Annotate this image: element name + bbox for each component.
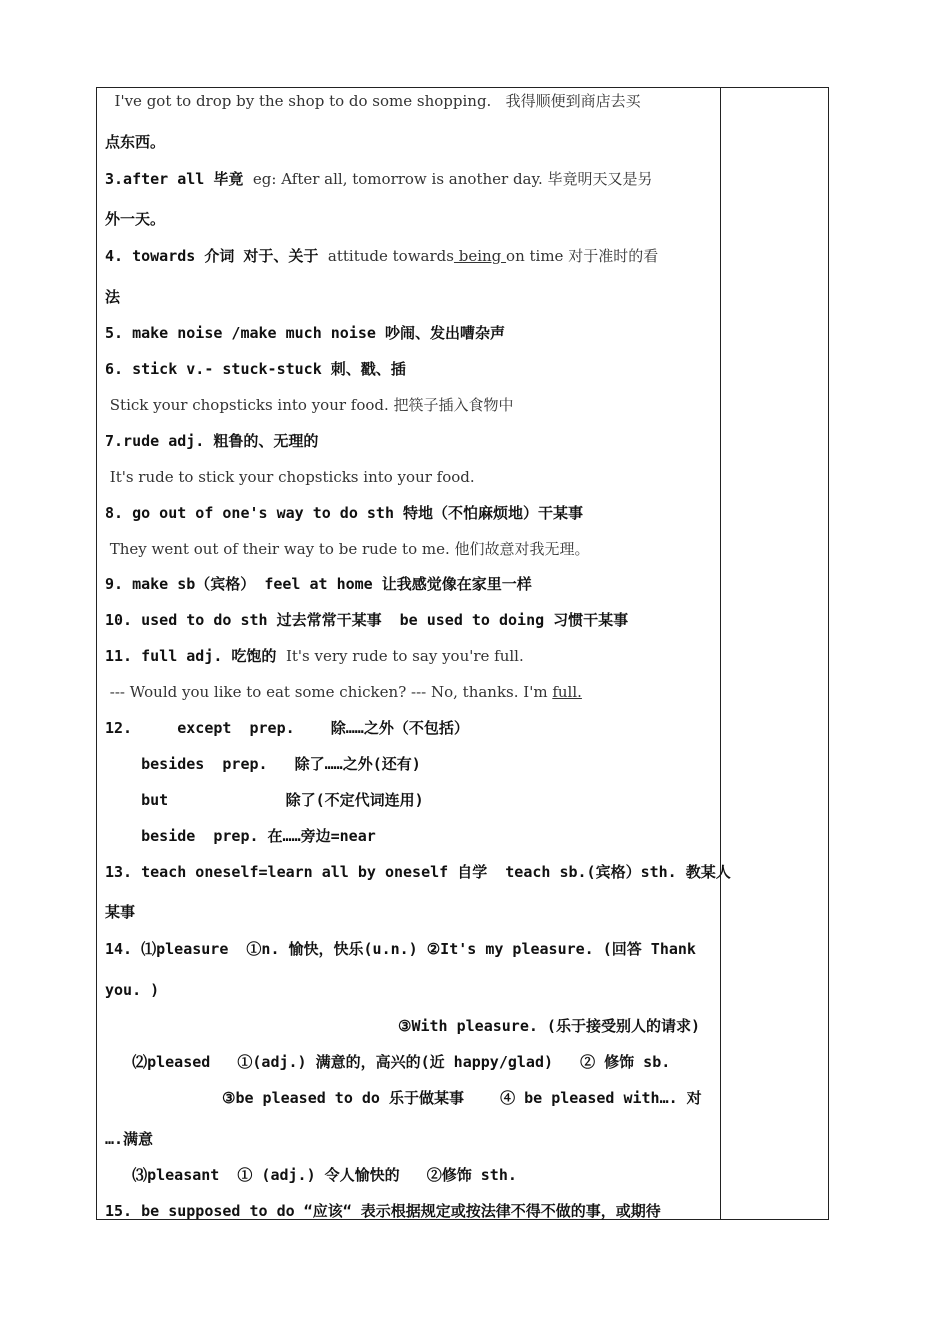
item-11-example: It's very rude to say you're full. [276,647,524,665]
item-12-except: 12. except prep. 除……之外（不包括） [105,719,469,737]
item-13: 13. teach oneself=learn all by oneself 自学 teach sb.(宾格）sth. 教某人 [105,863,731,881]
item-4-example-end: on time 对于准时的看 [506,247,659,265]
item-14-continued: you. ) [105,981,160,999]
item-12-but: but 除了(不定代词连用) [105,791,424,809]
item-8: 8. go out of one's way to do sth 特地（不怕麻烦地）干某事 [105,504,584,522]
item-14-pleasant: ⑶pleasant ① (adj.) 令人愉快的 ②修饰 sth. [105,1166,517,1184]
item-3-continued: 外一天。 [105,210,166,228]
item-14-with-pleasure: ③With pleasure. (乐于接受别人的请求) [398,1017,700,1035]
item-11-term: 11. full adj. 吃饱的 [105,647,277,665]
item-10: 10. used to do sth 过去常常干某事 be used to doing 习惯干某事 [105,611,629,629]
item-11-dialogue [105,683,582,701]
item-15: 15. be supposed to do “应该“ 表示根据规定或按法律不得不做的事，或期待 [105,1202,661,1220]
item-9: 9. make sb（宾格） feel at home 让我感觉像在家里一样 [105,575,532,593]
example-sentence: I've got to drop by the shop to do some shopping. 我得顺便到商店去买 [105,92,641,110]
item-5: 5. make noise /make much noise 吵闹、发出嘈杂声 [105,324,505,342]
item-4-example: attitude towards [318,247,454,265]
item-6-example: Stick your chopsticks into your food. 把筷子插入食物中 [105,396,514,414]
item-4-underlined: being [453,247,507,265]
item-4-continued: 法 [105,288,121,306]
item-4-term: 4. towards 介词 对于、关于 [105,247,319,265]
item-7-example: It's rude to stick your chopsticks into your food. [105,468,475,486]
item-3-example: eg: After all, tomorrow is another day. 毕竟明天又是另 [243,170,653,188]
item-8-example: They went out of their way to be rude to me. 他们故意对我无理。 [105,540,590,558]
item-14-pleased: ⑵pleased ①(adj.) 满意的，高兴的(近 happy/glad) ② 修饰 sb. [105,1053,671,1071]
item-11-dialogue-text: --- Would you like to eat some chicken? --- No, thanks. I'm [105,683,553,701]
item-13-continued: 某事 [105,903,136,921]
item-14-pleased-usage: ③be pleased to do 乐于做某事 ④ be pleased with…. 对 [222,1089,702,1107]
item-11 [105,647,524,665]
column-divider [720,87,721,1220]
item-4 [105,247,658,265]
item-3 [105,170,653,188]
item-7: 7.rude adj. 粗鲁的、无理的 [105,432,319,450]
item-11-underlined: full. [552,683,582,701]
item-6: 6. stick v.- stuck-stuck 刺、戳、插 [105,360,406,378]
item-3-term: 3.after all 毕竟 [105,170,244,188]
item-14-pleasure: 14. ⑴pleasure ①n. 愉快，快乐(u.n.) ②It's my pleasure. (回答 Thank [105,940,696,958]
translation-continued: 点东西。 [105,133,166,151]
item-12-besides: besides prep. 除了……之外(还有) [105,755,421,773]
item-12-beside: beside prep. 在……旁边=near [105,827,376,845]
item-14-pleased-continued: ….满意 [105,1130,154,1148]
